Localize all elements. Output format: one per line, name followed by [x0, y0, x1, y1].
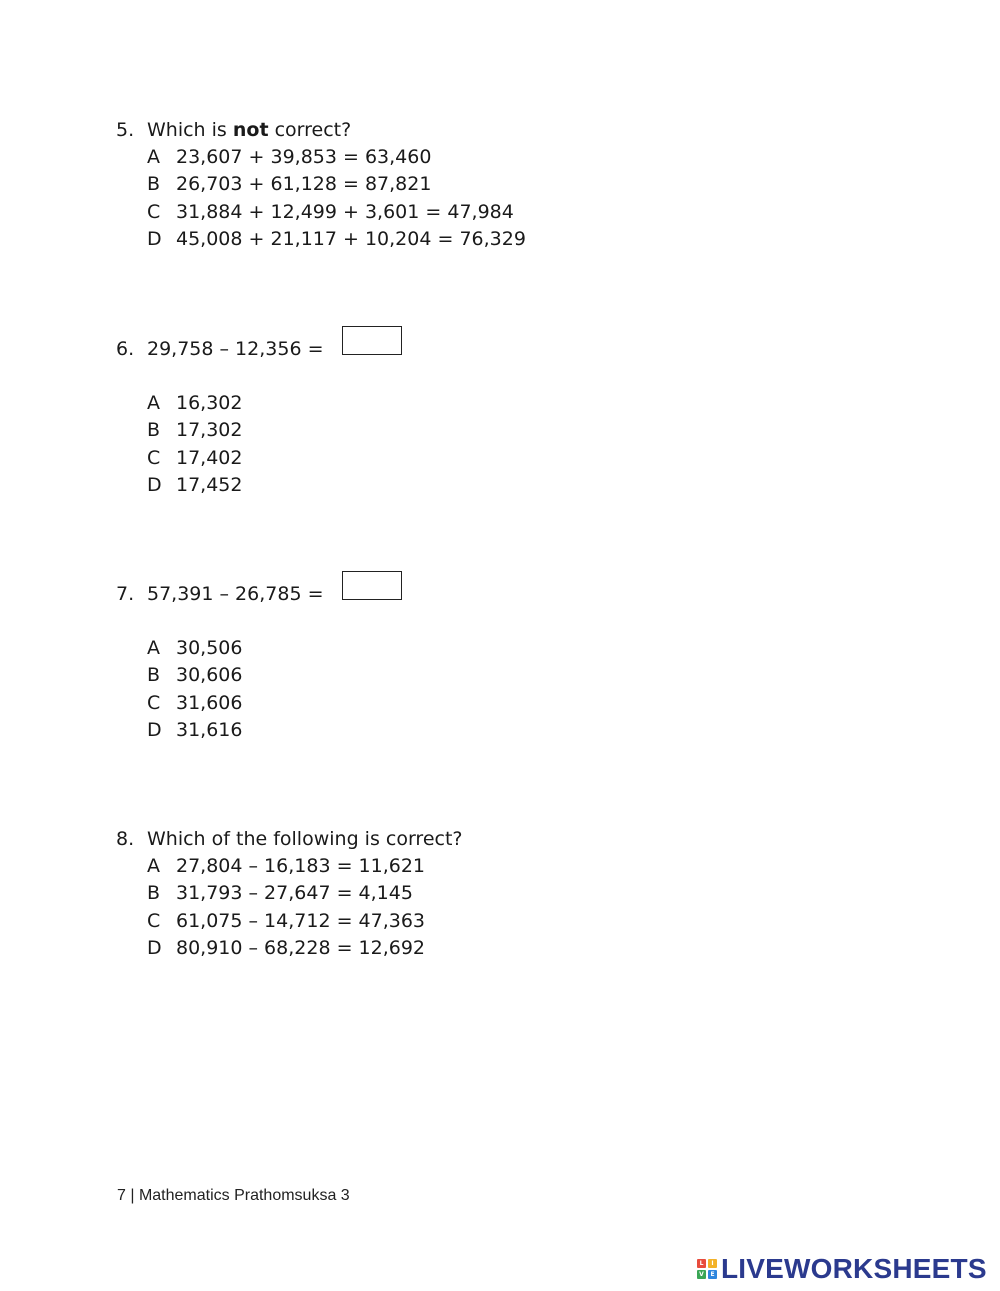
option-letter: A [147, 637, 160, 659]
option-d[interactable] [116, 935, 463, 962]
option-letter: D [147, 228, 162, 251]
option-text: 16,302 [176, 392, 243, 414]
option-b[interactable] [116, 171, 526, 198]
question-stem [116, 117, 526, 144]
question-text: 29,758 – 12,356 = [147, 337, 324, 360]
option-text: 30,606 [176, 664, 243, 687]
option-text: 17,402 [176, 446, 243, 469]
option-letter: B [147, 664, 161, 687]
option-c[interactable] [116, 199, 526, 226]
option-text: 27,804 – 16,183 = 11,621 [176, 855, 426, 877]
page-footer: 7 | Mathematics Prathomsuksa 3 [117, 1187, 350, 1204]
option-letter: B [147, 882, 161, 905]
option-d[interactable] [116, 472, 402, 499]
question-number: 8. [116, 827, 135, 850]
question-5 [116, 117, 526, 254]
option-c[interactable] [116, 690, 402, 717]
option-letter: B [147, 419, 161, 442]
option-text: 61,075 – 14,712 = 47,363 [176, 909, 426, 932]
option-text: 26,703 + 61,128 = 87,821 [176, 173, 432, 196]
logo-tile: L [697, 1259, 706, 1268]
option-text: 31,616 [176, 719, 243, 742]
option-letter: D [147, 937, 162, 960]
brand-name: LIVEWORKSHEETS [721, 1253, 987, 1284]
option-letter: B [147, 173, 161, 196]
logo-tile: E [708, 1270, 717, 1279]
logo-tile: V [697, 1270, 706, 1279]
question-text [147, 117, 351, 144]
option-text: 23,607 + 39,853 = 63,460 [176, 146, 432, 168]
option-b[interactable] [116, 880, 463, 907]
question-number: 5. [116, 118, 135, 141]
question-8 [116, 826, 463, 963]
answer-box[interactable] [342, 571, 402, 600]
question-stem [116, 336, 402, 363]
stem-part: correct? [268, 118, 352, 141]
option-letter: A [147, 392, 160, 414]
logo-icon [697, 1259, 717, 1279]
option-text: 17,452 [176, 474, 243, 497]
option-letter: C [147, 200, 161, 223]
question-stem [116, 826, 463, 853]
option-letter: D [147, 474, 162, 497]
option-d[interactable] [116, 717, 402, 744]
option-text: 30,506 [176, 637, 243, 659]
option-letter: A [147, 146, 160, 168]
option-letter: A [147, 855, 160, 877]
stem-emphasis: not [232, 118, 269, 141]
answer-box[interactable] [342, 326, 402, 355]
option-a[interactable] [116, 853, 463, 880]
option-c[interactable] [116, 445, 402, 472]
option-text: 31,606 [176, 691, 243, 714]
logo-tile: I [708, 1259, 717, 1268]
option-text: 31,793 – 27,647 = 4,145 [176, 882, 413, 905]
question-number: 6. [116, 337, 135, 360]
option-d[interactable] [116, 226, 526, 253]
stem-part: Which is [147, 118, 233, 141]
option-text: 45,008 + 21,117 + 10,204 = 76,329 [176, 228, 526, 251]
question-text: Which of the following is correct? [147, 827, 463, 850]
option-a[interactable] [116, 635, 402, 662]
question-number: 7. [116, 582, 135, 605]
option-b[interactable] [116, 417, 402, 444]
liveworksheets-logo[interactable] [697, 1253, 987, 1285]
option-text: 31,884 + 12,499 + 3,601 = 47,984 [176, 200, 514, 223]
option-letter: D [147, 719, 162, 742]
option-text: 80,910 – 68,228 = 12,692 [176, 937, 426, 960]
option-letter: C [147, 691, 161, 714]
option-letter: C [147, 909, 161, 932]
question-stem [116, 581, 402, 608]
option-c[interactable] [116, 908, 463, 935]
question-6 [116, 336, 402, 500]
question-7 [116, 581, 402, 745]
option-letter: C [147, 446, 161, 469]
option-b[interactable] [116, 662, 402, 689]
option-a[interactable] [116, 144, 526, 171]
option-text: 17,302 [176, 419, 243, 442]
option-a[interactable] [116, 390, 402, 417]
question-text: 57,391 – 26,785 = [147, 582, 324, 605]
